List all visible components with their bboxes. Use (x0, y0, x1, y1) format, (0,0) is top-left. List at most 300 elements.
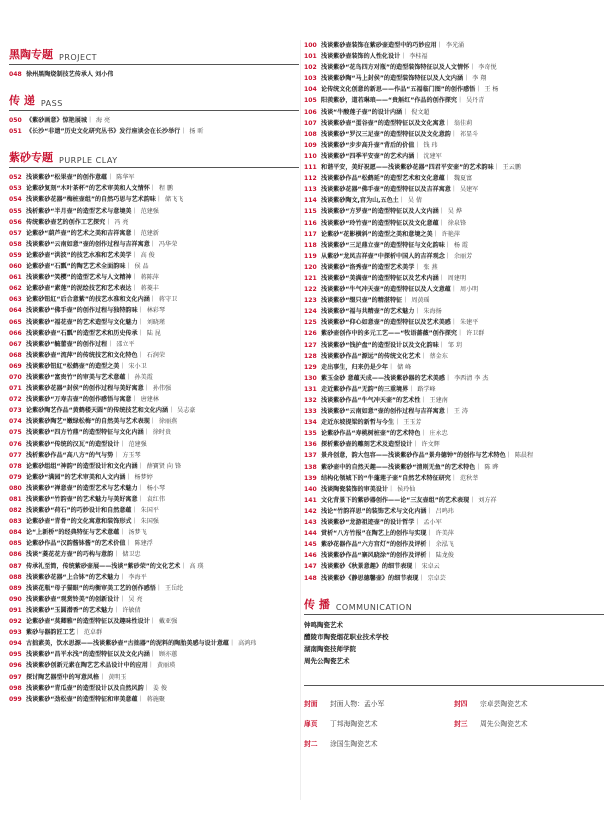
article-author: 徐泉锋 (447, 219, 467, 227)
toc-entry[interactable] (9, 572, 299, 583)
title-separator: ｜ (137, 484, 144, 492)
cover-credit[interactable] (454, 716, 594, 730)
toc-entry[interactable] (9, 283, 299, 294)
cover-credit[interactable] (304, 696, 454, 710)
article-author: 钱 玮 (423, 141, 438, 149)
title-separator: ｜ (113, 451, 120, 459)
page-number: 130 (304, 374, 317, 382)
toc-entry[interactable] (304, 229, 604, 240)
page-number: 058 (9, 240, 22, 248)
page-number: 060 (9, 263, 22, 271)
title-separator: ｜ (444, 119, 451, 127)
toc-entry[interactable] (304, 151, 604, 162)
toc-entry[interactable] (9, 126, 299, 137)
article-author: 冯华荣 (158, 240, 178, 248)
article-title: 浅谈紫砂壶“蛋谷壶”的造型特征以及文化寓意｜ (321, 119, 451, 127)
toc-entry[interactable] (9, 594, 299, 605)
toc-entry[interactable] (9, 583, 299, 594)
page-number: 084 (9, 529, 22, 537)
title-separator: ｜ (475, 86, 482, 94)
title-separator: ｜ (137, 695, 144, 703)
article-title: 浅谈紫砂壶装饰的人性化设计｜ (321, 53, 407, 61)
page-number: 122 (304, 286, 317, 294)
article-title: 探讨陶艺器型中的写意风格｜ (26, 673, 106, 681)
article-title: 浅谈紫砂“禅意壶”的造型艺术与艺术魅力｜ (26, 484, 144, 492)
toc-entry[interactable] (304, 506, 604, 517)
article-title: 浅谈紫砂“玲竹壶”的造型特征以及文化意蕴｜ (321, 219, 445, 227)
article-author: 陈建浮 (134, 540, 153, 548)
section-title-en: PASS (40, 99, 63, 109)
toc-entry[interactable] (9, 505, 299, 516)
article-title: 浅谈紫砂“传统的汉瓦”的造型设计｜ (26, 440, 126, 448)
page-number: 141 (304, 496, 317, 504)
page-number: 089 (9, 584, 22, 592)
toc-entry[interactable] (304, 428, 604, 439)
article-author: 刘晓瑾 (146, 318, 165, 326)
article-author: 薛寶贤 向 锋 (146, 462, 182, 470)
toc-entry[interactable] (304, 295, 604, 306)
page-number: 074 (9, 418, 22, 426)
toc-entry[interactable] (9, 638, 299, 649)
title-separator: ｜ (180, 562, 187, 570)
page-number: 062 (9, 285, 22, 293)
page-number: 048 (9, 71, 22, 78)
article-title: 浅谈紫砂“富贵竹”的审美与艺术意蕴｜ (26, 373, 132, 381)
toc-entry[interactable] (304, 439, 604, 450)
toc-entry[interactable] (304, 273, 604, 284)
title-separator: ｜ (463, 75, 470, 83)
page-number: 099 (9, 695, 22, 703)
title-separator: ｜ (450, 186, 457, 194)
article-title: 浅谈紫砂“牛气冲天壶”的造型特征以及人文意蕴｜ (321, 286, 457, 294)
page-number: 093 (9, 629, 22, 637)
cover-value: 周先公陶瓷艺术 (480, 719, 528, 728)
toc-entry[interactable] (304, 362, 604, 373)
page-number: 081 (9, 496, 22, 503)
title-separator: ｜ (107, 340, 114, 348)
toc-entry[interactable] (9, 616, 299, 627)
page-number: 083 (9, 518, 22, 526)
title-separator: ｜ (388, 363, 395, 371)
page-number: 120 (304, 263, 317, 271)
toc-entry[interactable] (9, 483, 299, 494)
section-title: 紫砂专题 (9, 151, 53, 165)
article-title: 浅谈紫砂“花鸟四方对瓶”的造型装饰特征以及人文情怀｜ (321, 64, 476, 72)
article-author: 范建强 (140, 207, 159, 215)
toc-entry[interactable] (9, 294, 299, 305)
article-author: 邵立平 (116, 340, 135, 348)
page-number: 139 (304, 474, 317, 482)
cover-key: 封三 (454, 719, 468, 728)
article-title: 论“上新桥”的经典特征与艺术意蕴｜ (26, 529, 126, 537)
page-number: 136 (304, 441, 317, 449)
toc-entry[interactable] (304, 539, 604, 550)
article-title: 浅谈紫砂“昌平水浅”的造型特征以及文化内涵｜ (26, 651, 156, 659)
article-title: 浅谈陶瓷装饰的审美设计｜ (321, 485, 395, 493)
toc-entry[interactable] (9, 228, 299, 239)
page-number: 125 (304, 319, 317, 327)
toc-entry[interactable] (9, 461, 299, 472)
title-separator: ｜ (436, 42, 443, 49)
article-title: 论传统文化创意的新思——作品“五福临门图”的创作感悟｜ (321, 86, 482, 94)
toc-entry[interactable] (9, 649, 299, 660)
article-title: 浅谈紫砂壶“流萍”的传统技艺和文化特色｜ (26, 351, 144, 359)
page-number: 137 (304, 452, 317, 460)
communication-item[interactable]: 周先公陶瓷艺术 (304, 656, 350, 665)
article-title: 论紫砂“花影横斜”的造型之美和意境之美｜ (321, 230, 439, 238)
article-author: 汤梦飞 (128, 529, 147, 537)
toc-entry[interactable] (9, 250, 299, 261)
article-title: 论紫砂钮紅“后合意紫”的技艺水准和文化内涵｜ (26, 296, 156, 304)
article-author: 李光涌 (445, 42, 465, 49)
toc-entry[interactable] (304, 62, 604, 73)
toc-entry[interactable] (9, 494, 299, 505)
title-separator: ｜ (456, 97, 464, 105)
toc-entry[interactable] (9, 660, 299, 671)
title-separator: ｜ (445, 374, 452, 382)
toc-entry[interactable] (9, 361, 299, 372)
page-number: 105 (304, 97, 317, 105)
toc-entry[interactable] (304, 51, 604, 62)
title-separator: ｜ (229, 640, 236, 648)
article-author: 李 翔 (472, 75, 487, 83)
toc-entry[interactable] (9, 439, 299, 450)
title-separator: ｜ (408, 385, 415, 393)
page-number: 114 (304, 197, 317, 205)
toc-entry[interactable] (304, 73, 604, 84)
toc-entry[interactable] (9, 339, 299, 350)
article-title: 浅谈紫砂“四方竹鼎”的造型特征与文化内涵｜ (26, 429, 150, 437)
article-title: 浅谈紫砂“云南如意”壶的创作过程与吉祥寓意｜ (321, 408, 451, 416)
communication-item[interactable]: 湖南陶瓷技师学院 (304, 644, 356, 653)
page-number: 069 (9, 362, 22, 370)
toc-entry[interactable] (304, 195, 604, 206)
cover-credit[interactable] (304, 736, 454, 750)
article-title: 紫玉金砂 意蕴天成——浅谈紫砂器的艺术美感｜ (321, 374, 452, 382)
article-author: 姜 俊 (152, 684, 167, 692)
page-number: 095 (9, 651, 22, 659)
toc-entry[interactable] (304, 395, 604, 406)
article-author: 杨 霞 (453, 241, 469, 249)
toc-entry[interactable] (304, 107, 604, 118)
title-separator: ｜ (137, 318, 144, 326)
article-author: 朱国平 (140, 507, 159, 515)
title-separator: ｜ (420, 430, 427, 438)
toc-entry[interactable] (304, 206, 604, 217)
article-title: 浅析紫砂作品“高八方”的气与势｜ (26, 451, 120, 459)
section-title-en: PROJECT (59, 53, 98, 62)
title-separator: ｜ (420, 397, 427, 404)
title-separator: ｜ (149, 296, 156, 304)
toc-entry[interactable] (9, 194, 299, 205)
page-number: 129 (304, 363, 317, 371)
article-author: 孟小军 (423, 519, 442, 527)
toc-entry[interactable] (304, 473, 604, 484)
toc-entry[interactable] (304, 240, 604, 251)
toc-entry[interactable] (9, 115, 299, 126)
article-author: 许敏倩 (122, 606, 141, 614)
section-title-en: PURPLE CLAY (59, 156, 118, 166)
title-separator: ｜ (155, 196, 162, 204)
article-title: 浅谈紫砂钮紅“松鹤壶”的造型之美｜ (26, 362, 126, 370)
section-title: 黑陶专题 (9, 48, 53, 61)
article-title: 浅谈紫砂“青瓜壶”的造型设计以及自然风韵｜ (26, 684, 150, 692)
title-separator: ｜ (131, 507, 138, 515)
toc-entry[interactable] (9, 672, 299, 683)
page-number: 097 (9, 673, 22, 681)
toc-entry[interactable] (304, 251, 604, 262)
toc-entry[interactable] (9, 538, 299, 549)
section-title: 传 递 (9, 94, 35, 108)
article-author: 李桂福 (409, 53, 428, 61)
toc-entry[interactable] (304, 118, 604, 129)
title-separator: ｜ (444, 408, 451, 416)
article-title: 结构化领城下的“牛蓬莲子壶”自然艺术特征研究｜ (321, 474, 457, 482)
page-number: 147 (304, 563, 317, 571)
toc-entry[interactable] (304, 495, 604, 506)
communication-item[interactable]: 钟鸣陶瓷艺术 (304, 620, 343, 629)
toc-entry[interactable] (9, 405, 299, 416)
article-title: 紫砂壶中的自然天趣——浅谈紫砂“清则无鱼”的艺术特色｜ (321, 463, 482, 471)
title-separator: ｜ (155, 584, 162, 592)
toc-entry[interactable] (304, 84, 604, 95)
page-number: 148 (304, 574, 317, 582)
toc-entry[interactable] (304, 484, 604, 495)
toc-entry[interactable] (304, 351, 604, 362)
article-title: 论紫砂作品“寿桃树桩壶”的艺术特色｜ (321, 430, 427, 438)
page-number: 056 (9, 218, 22, 226)
article-author: 陈华军 (116, 174, 135, 182)
title-separator: ｜ (475, 463, 482, 471)
title-separator: ｜ (400, 53, 407, 61)
title-separator: ｜ (420, 352, 427, 360)
communication-list (304, 619, 604, 667)
title-separator: ｜ (426, 552, 433, 560)
article-title: 浅谈紫砂创新元素在陶艺艺术品设计中的应用｜ (26, 662, 154, 670)
toc-entry[interactable] (9, 527, 299, 538)
article-title: 探析紫砂壶的雕刻艺术及造型设计｜ (321, 441, 419, 449)
title-separator: ｜ (505, 452, 512, 460)
article-title: 浅谈紫砂“福花壶”的艺术造型与文化魅力｜ (26, 318, 144, 326)
article-author: 陆龙俊 (435, 552, 454, 560)
article-author: 孙伟强 (152, 385, 172, 393)
page-number: 050 (9, 117, 22, 125)
toc-entry[interactable] (9, 239, 299, 250)
article-author: 吴 烨 (447, 208, 462, 216)
article-author: 蒋陈萍 (140, 274, 159, 282)
page-number: 102 (304, 64, 317, 72)
page-number: 052 (9, 174, 22, 182)
toc-entry[interactable] (304, 306, 604, 317)
toc-entry[interactable] (9, 372, 299, 383)
toc-entry[interactable] (9, 416, 299, 427)
article-title: 浅谈紫砂“云南如意”壶的创作过程与吉祥寓意｜ (26, 240, 156, 248)
article-author: 高鸿玮 (238, 640, 257, 648)
title-separator: ｜ (450, 319, 457, 327)
toc-entry[interactable] (304, 417, 604, 428)
toc-entry[interactable] (304, 162, 604, 173)
toc-entry[interactable] (9, 317, 299, 328)
article-title: 论紫砂组组“神韵”的造型设计和文化内涵｜ (26, 462, 144, 470)
toc-entry[interactable] (304, 561, 604, 572)
toc-entry[interactable] (9, 683, 299, 694)
title-separator: ｜ (450, 130, 457, 138)
article-author: 周小明 (459, 286, 479, 294)
toc-entry[interactable] (304, 517, 604, 528)
article-author: 储卫忠 (122, 551, 141, 559)
page-number: 085 (9, 540, 22, 548)
title-separator: ｜ (444, 252, 451, 260)
article-author: 冯 亮 (114, 218, 129, 226)
title-separator: ｜ (149, 618, 156, 626)
cover-key: 扉页 (304, 719, 318, 728)
title-separator: ｜ (414, 308, 421, 316)
page-number: 091 (9, 606, 22, 614)
article-author: 石润荣 (146, 351, 165, 359)
article-author: 孙美霞 (134, 373, 153, 381)
article-title: 浅谈紫砂“三足鼎立壶”的造型特征与文化韵味｜ (321, 241, 451, 249)
page-number: 051 (9, 128, 22, 136)
article-title: 论紫砂“葫芦壶”的艺术之美和吉祥寓意｜ (26, 229, 138, 237)
toc-entry[interactable] (304, 384, 604, 395)
article-author: 王岳纶 (164, 584, 184, 592)
article-author: 戴亚强 (158, 618, 178, 626)
article-author: 蒋施聚 (146, 695, 165, 703)
toc-entry[interactable] (9, 549, 299, 560)
toc-entry[interactable] (9, 561, 299, 572)
article-title: 文化背景下的紫砂器创作——论“三友壶组”的艺术表现｜ (321, 496, 476, 504)
title-separator: ｜ (143, 385, 150, 393)
toc-entry[interactable] (304, 95, 604, 106)
title-separator: ｜ (438, 274, 445, 282)
article-author: 吴志豪 (177, 407, 196, 415)
title-separator: ｜ (137, 496, 144, 503)
page-number: 133 (304, 408, 317, 416)
article-title: 浅谈紫砂作品“寨风晓涂”的创作及评析｜ (321, 552, 433, 560)
toc-entry[interactable] (9, 206, 299, 217)
toc-entry[interactable] (304, 317, 604, 328)
toc-entry[interactable] (9, 694, 299, 705)
article-author: 王玉芳 (403, 419, 422, 427)
title-separator: ｜ (412, 441, 419, 449)
toc-entry[interactable] (304, 218, 604, 229)
article-author: 储 峰 (397, 363, 412, 371)
article-author: 唐建林 (140, 396, 159, 404)
toc-entry[interactable] (304, 406, 604, 417)
toc-entry[interactable] (304, 140, 604, 151)
toc-entry[interactable] (304, 340, 604, 351)
toc-entry[interactable] (9, 427, 299, 438)
toc-entry[interactable] (9, 261, 299, 272)
toc-entry[interactable] (9, 328, 299, 339)
article-title: 论紫砂复刻“木叶茶杯”的艺术审美和人文情怀｜ (26, 185, 156, 193)
title-separator: ｜ (444, 175, 451, 183)
title-separator: ｜ (414, 152, 421, 160)
toc-entry[interactable] (9, 472, 299, 483)
section-spacer (9, 137, 299, 143)
title-separator: ｜ (398, 197, 405, 205)
article-author: 魏夏富 (453, 175, 473, 183)
toc-entry[interactable] (304, 373, 604, 384)
cover-credit[interactable] (454, 696, 594, 710)
toc-entry[interactable] (304, 528, 604, 539)
page-number: 134 (304, 419, 317, 427)
title-separator: ｜ (143, 684, 150, 692)
title-separator: ｜ (131, 229, 138, 237)
article-title: 浅谈“牛酸莲子壶”的设计内涵｜ (321, 108, 409, 116)
article-title: 浅论“竹韵祥思”的装饰艺术与文化内涵｜ (321, 507, 433, 515)
toc-entry[interactable] (9, 605, 299, 616)
cover-key: 封二 (304, 739, 318, 748)
article-author: 王 杨 (484, 86, 499, 94)
toc-entry[interactable] (304, 284, 604, 295)
page-number: 108 (304, 130, 317, 138)
article-title: 浅谈紫砂“玉圆潜香”的艺术魅力｜ (26, 606, 120, 614)
communication-item[interactable]: 醴陵市陶瓷烟花职业技术学校 (304, 632, 389, 641)
title-separator: ｜ (147, 662, 154, 670)
toc-entry[interactable] (9, 172, 299, 183)
toc-entry[interactable] (9, 305, 299, 316)
toc-entry[interactable] (304, 129, 604, 140)
toc-entry[interactable] (9, 394, 299, 405)
toc-entry[interactable] (9, 350, 299, 361)
article-title: 论紫砂作品“汉韵酱钵酱”的艺术价值｜ (26, 540, 132, 548)
title-separator: ｜ (418, 574, 425, 582)
toc-entry[interactable] (9, 383, 299, 394)
toc-entry[interactable] (9, 450, 299, 461)
article-title: 浅谈紫砂花器“上合钵”的艺术魅力｜ (26, 573, 126, 581)
article-author: 杨梦婷 (134, 473, 153, 481)
toc-entry[interactable] (304, 462, 604, 473)
toc-entry[interactable] (9, 69, 299, 80)
cover-value: 涂国生陶瓷艺术 (330, 739, 378, 748)
toc-entry[interactable] (9, 272, 299, 283)
title-separator: ｜ (469, 64, 476, 72)
article-author: 陈 晔 (484, 463, 499, 471)
title-separator: ｜ (119, 529, 126, 537)
section-header (9, 147, 299, 168)
cover-credit[interactable] (304, 716, 454, 730)
article-author: 王建南 (429, 397, 448, 404)
toc-entry[interactable] (9, 627, 299, 638)
toc-entry[interactable] (304, 328, 604, 339)
article-author: 朱建平 (459, 319, 479, 327)
toc-entry[interactable] (304, 573, 604, 584)
toc-entry[interactable] (304, 184, 604, 195)
toc-entry[interactable] (304, 262, 604, 273)
toc-entry[interactable] (304, 450, 604, 461)
article-title: 浅析紫砂“半月壶”的造型艺术与意境美｜ (26, 207, 138, 215)
article-title: 和谐平安，美好祝愿——浅谈紫砂花器“四君平安壶”的艺术韵味｜ (321, 164, 500, 172)
article-author: 周黄瑶 (411, 297, 430, 305)
article-title: 论紫砂壶“莫卿雅”的造型特征以及趣味性设计｜ (26, 618, 156, 626)
page-number: 126 (304, 330, 317, 338)
title-separator: ｜ (394, 419, 401, 427)
page-number: 063 (9, 296, 22, 304)
toc-entry[interactable] (304, 173, 604, 184)
title-separator: ｜ (131, 274, 138, 282)
toc-entry[interactable] (304, 40, 604, 51)
title-separator: ｜ (438, 208, 445, 216)
page-number: 077 (9, 451, 22, 459)
toc-entry[interactable] (9, 516, 299, 527)
article-author: 余泓飞 (435, 541, 454, 549)
toc-entry[interactable] (304, 550, 604, 561)
article-author: 黄明玉 (108, 673, 127, 681)
toc-entry[interactable] (9, 217, 299, 228)
page-number: 065 (9, 318, 22, 326)
toc-entry[interactable] (9, 183, 299, 194)
